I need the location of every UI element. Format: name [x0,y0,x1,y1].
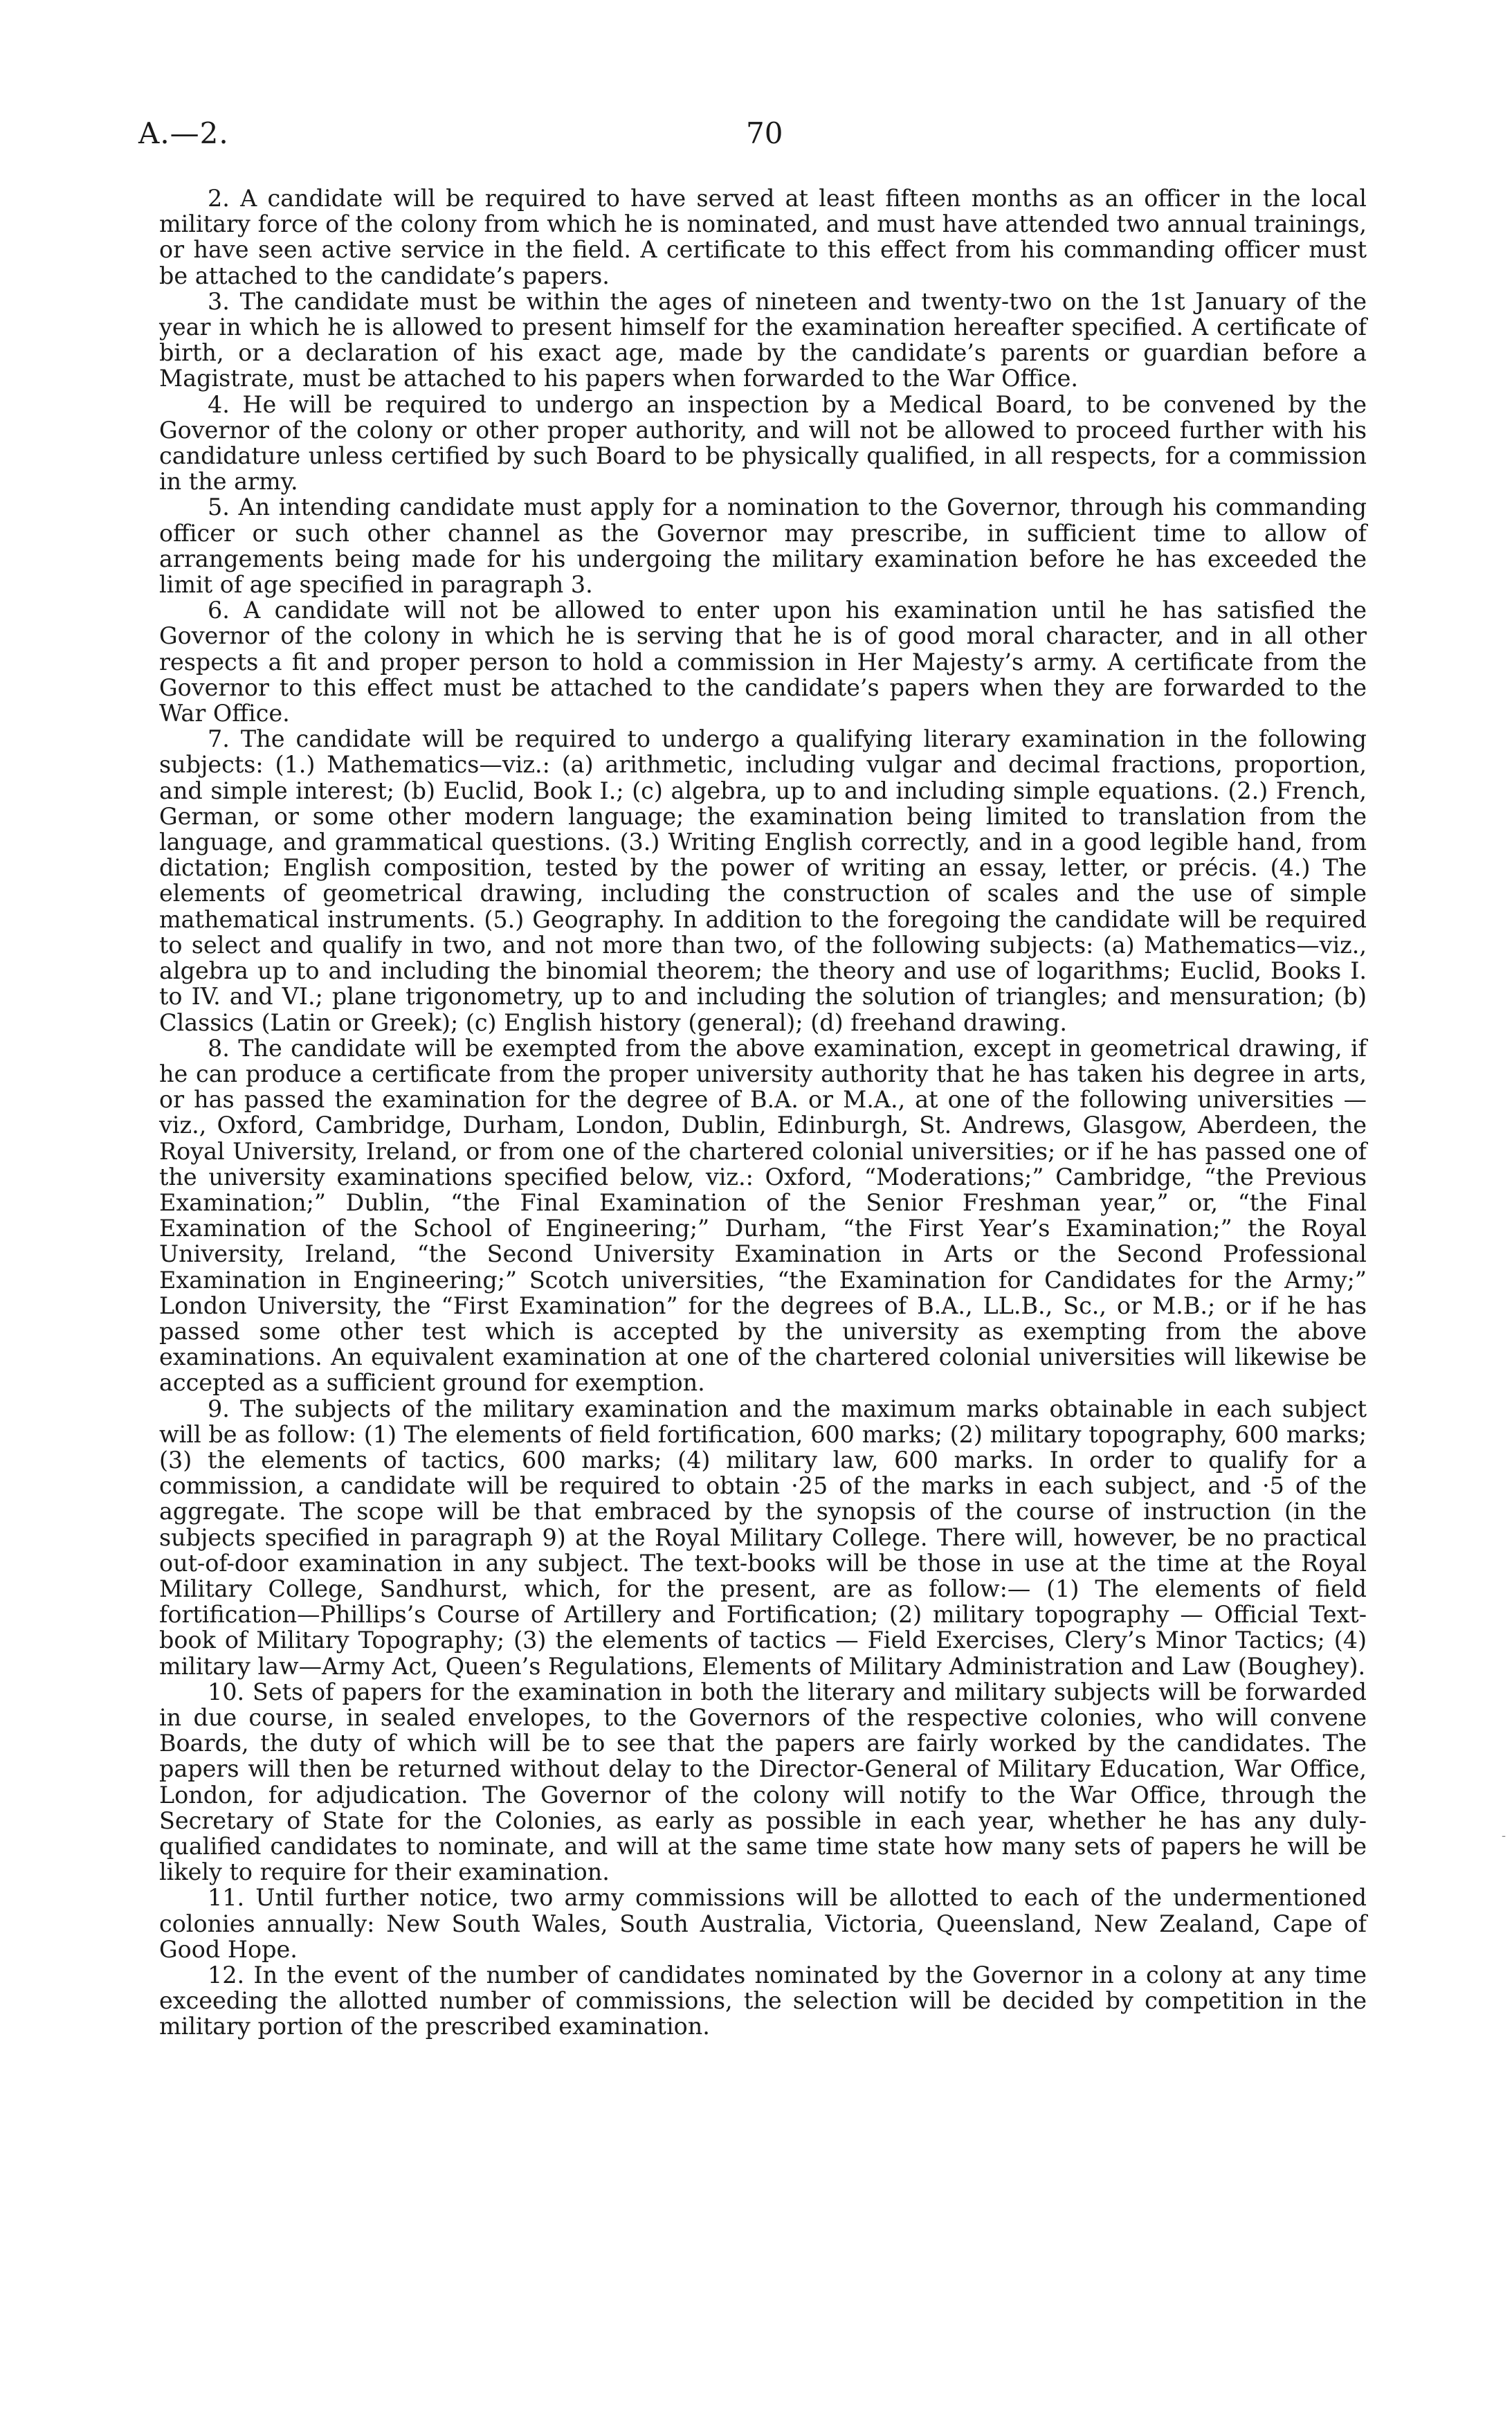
document-body [159,185,1367,2040]
paragraph-4: 4. He will be required to undergo an inspection by a Medical Board, to be convened by the Governor of the colony or other proper authority, and will not be allowed to proceed further with his candidature unless certified by such Board to be physically qualified, in all respects, for a commission in the army. [159,390,1367,496]
paragraph-5: 5. An intending candidate must apply for a nomination to the Governor, through his commanding officer or such other channel as the Governor may prescribe, in sufficient time to allow of arrangements being made for his undergoing the military examination before he has exceeded the limit of age specified in paragraph 3. [159,493,1367,599]
paragraph-9: 9. The subjects of the military examination and the maximum marks obtainable in each subject will be as follow: (1) The elements of field fortification, 600 marks; (2) military topography, 600 marks; (3) the elements of tactics, 600 marks; (4) military law, 600 marks. In order to qualify for a commission, a candidate will be required to obtain ·25 of the marks in each subject, and ·5 of the aggregate. The scope will be that embraced by the synopsis of the course of instruction (in the subjects specified in paragraph 9) at the Royal Military College. There will, however, be no practical out-of-door examination in any subject. The text-books will be those in use at the time at the Royal Military College, Sandhurst, which, for the present, are as follow:— (1) The elements of field fortification—Phillips’s Course of Artillery and Fortification; (2) military topography — Official Text-book of Military Topography; (3) the elements of tactics — Field Exercises, Clery’s Minor Tactics; (4) military law—Army Act, Queen’s Regulations, Elements of Military Administration and Law (Boughey). [159,1395,1367,1680]
margin-mark: - [1502,1829,1506,1843]
paragraph-10: 10. Sets of papers for the examination in both the literary and military subjects will be forwarded in due course, in sealed envelopes, to the Governors of the respective colonies, who will convene Boards, the duty of which will be to see that the papers are fairly worked by the candidates. The papers will then be returned without delay to the Director-General of Military Education, War Office, London, for adjudication. The Governor of the colony will notify to the War Office, through the Secretary of State for the Colonies, as early as possible in each year, whether he has any duly-qualified candidates to nominate, and will at the same time state how many sets of papers he will be likely to require for their examination. [159,1678,1367,1886]
page-number: 70 [746,116,783,150]
paragraph-3: 3. The candidate must be within the ages of nineteen and twenty-two on the 1st January of the year in which he is allowed to present himself for the examination hereafter specified. A certificate of birth, or a declaration of his exact age, made by the candidate’s parents or guardian before a Magistrate, must be attached to his papers when forwarded to the War Office. [159,287,1367,392]
paragraph-8: 8. The candidate will be exempted from the above examination, except in geometrical drawing, if he can produce a certificate from the proper university authority that he has taken his degree in arts, or has passed the examination for the degree of B.A. or M.A., at one of the following universities — viz., Oxford, Cambridge, Durham, London, Dublin, Edinburgh, St. Andrews, Glasgow, Aberdeen, the Royal University, Ireland, or from one of the chartered colonial universities; or if he has passed one of the university examinations specified below, viz.: Oxford, “Moderations;” Cambridge, “the Previous Examination;” Dublin, “the Final Examination of the Senior Freshman year,” or, “the Final Examination of the School of Engineering;” Durham, “the First Year’s Examination;” the Royal University, Ireland, “the Second University Examination in Arts or the Second Professional Examination in Engineering;” Scotch universities, “the Examination for Candidates for the Army;” London University, the “First Examination” for the degrees of B.A., LL.B., Sc., or M.B.; or if he has passed some other test which is accepted by the university as exempting from the above examinations. An equivalent examination at one of the chartered colonial universities will likewise be accepted as a sufficient ground for exemption. [159,1034,1367,1397]
paragraph-2: 2. A candidate will be required to have served at least fifteen months as an officer in the local military force of the colony from which he is nominated, and must have attended two annual trainings, or have seen active service in the field. A certificate to this effect from his commanding officer must be attached to the candidate’s papers. [159,185,1367,289]
page-header [138,116,1377,158]
paragraph-6: 6. A candidate will not be allowed to enter upon his examination until he has satisfied the Governor of the colony in which he is serving that he is of good moral character, and in all other respects a fit and proper person to hold a commission in Her Majesty’s army. A certificate from the Governor to this effect must be attached to the candidate’s papers when they are forwarded to the War Office. [159,597,1367,727]
page-reference: A.—2. [138,116,229,150]
paragraph-7: 7. The candidate will be required to undergo a qualifying literary examination in the following subjects: (1.) Mathematics—viz.: (a) arithmetic, including vulgar and decimal fractions, proportion, and simple interest; (b) Euclid, Book I.; (c) algebra, up to and including simple equations. (2.) French, German, or some other modern language; the examination being limited to translation from the language, and grammatical questions. (3.) Writing English correctly, and in a good legible hand, from dictation; English composition, tested by the power of writing an essay, letter, or précis. (4.) The elements of geometrical drawing, including the construction of scales and the use of simple mathematical instruments. (5.) Geography. In addition to the foregoing the candidate will be required to select and qualify in two, and not more than two, of the following subjects: (a) Mathematics—viz., algebra up to and including the binomial theorem; the theory and use of logarithms; Euclid, Books I. to IV. and VI.; plane trigonometry, up to and including the solution of triangles; and mensuration; (b) Classics (Latin or Greek); (c) English history (general); (d) freehand drawing. [159,725,1367,1036]
paragraph-11: 11. Until further notice, two army commissions will be allotted to each of the undermentioned colonies annually: New South Wales, South Australia, Victoria, Queensland, New Zealand, Cape of Good Hope. [159,1884,1367,1963]
paragraph-12: 12. In the event of the number of candidates nominated by the Governor in a colony at any time exceeding the allotted number of commissions, the selection will be decided by competition in the military portion of the prescribed examination. [159,1962,1367,2040]
